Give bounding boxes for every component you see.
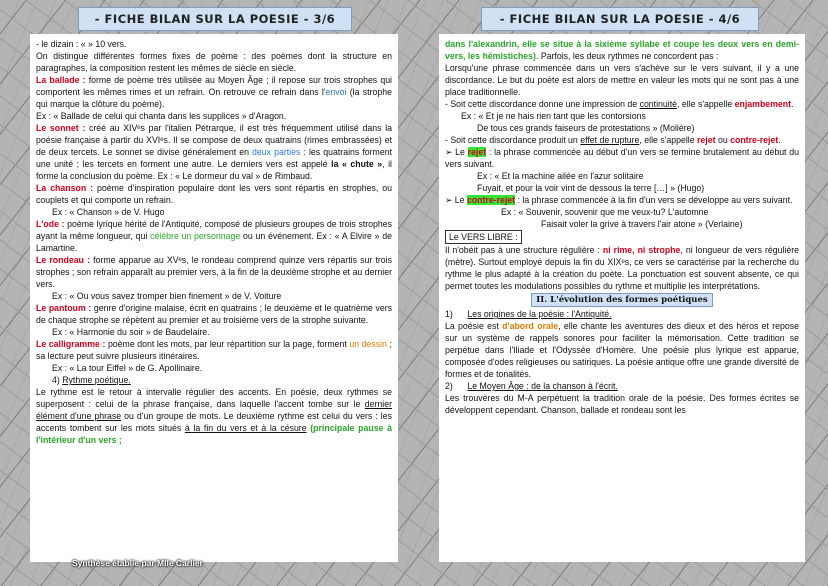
- right-page-banner: - FICHE BILAN SUR LA POESIE - 4/6: [481, 7, 759, 31]
- vers-libre-text-2: , ni longueur de vers régulière (mètre). Surtout employé depuis la fin du XIXᵉs, ce vers se caractérise par la recherche du rythme le plus adapté à la création du poète. La ponctuation est souvent absente, ce qui permet toutes les modulations possibles du rythme et multiplie les interprétations.: [445, 245, 799, 291]
- ballade-text: forme de poème très utilisée au Moyen Âge ; il repose sur trois strophes qui comportent les mêmes rimes et un refrain. On retrouve ce refrain dans l': [36, 75, 393, 97]
- footer-credit: Synthèse établie par Mlle Carlier: [72, 558, 203, 568]
- rejet-definition: [445, 146, 799, 170]
- calligramme-term: Le calligramme :: [36, 339, 106, 349]
- contre-rejet-definition: [445, 194, 799, 206]
- ode-green: célèbre un personnage: [150, 231, 241, 241]
- rythme-text-2: ou d'un groupe de mots. Le deuxième rythme est celui du vers : les accents tombent sur les mots situés: [36, 411, 392, 433]
- calligramme-example: Ex : « La tour Eiffel » de G. Apollinaire.: [52, 363, 203, 373]
- pantoum-example: Ex : « Harmonie du soir » de Baudelaire.: [52, 327, 210, 337]
- rondeau-paragraph: [36, 254, 392, 290]
- pantoum-term: Le pantoum :: [36, 303, 92, 313]
- envoi-term: envoi: [325, 87, 347, 97]
- section-2-title: II. L'évolution des formes poétiques: [531, 293, 713, 307]
- ode-term: L'ode :: [36, 219, 65, 229]
- vers-libre-heading: [445, 230, 799, 244]
- left-page-banner: - FICHE BILAN SUR LA POESIE - 3/6: [78, 7, 352, 31]
- discordance-paragraph: Lorsqu'une phrase commencée dans un vers s'achève sur le vers suivant, il y a une discordance. Le but du poète est alors de mettre en valeur les mots qui ne sont pas à une place traditionnelle.: [445, 63, 799, 97]
- calligramme-text-2: ; sa lecture peut suivre plusieurs itinéraires.: [36, 339, 392, 361]
- antiquite-title: Les origines de la poésie : l'Antiquité.: [467, 309, 612, 319]
- hugo-example-1: Ex : « Et la machine ailée en l'azur solitaire: [477, 171, 644, 181]
- right-page: [439, 34, 805, 562]
- left-page: [30, 34, 398, 562]
- ballade-example: Ex : « Ballade de celui qui chanta dans les supplices » d'Aragon.: [36, 111, 287, 121]
- rythme-heading: [36, 374, 392, 386]
- rondeau-term: Le rondeau :: [36, 255, 90, 265]
- antiquite-text: La poésie est: [445, 321, 503, 331]
- rejet-bullet: ➢ Le: [445, 147, 468, 157]
- chanson-text: poème d'inspiration populaire dont les vers sont répartis en strophes, ou couplets et qui comporte un refrain.: [36, 183, 392, 205]
- vers-libre-title: Le VERS LIBRE :: [445, 230, 522, 244]
- enjambement-text-2: , elle s'appelle: [677, 99, 735, 109]
- enjambement-line: [445, 98, 799, 110]
- ballade-text-end: (la strophe qui marque la clôture du poème).: [36, 87, 392, 109]
- rupture-text-3: ou: [715, 135, 731, 145]
- sonnet-text-3: , il forme la conclusion du poème. Ex : « Le dormeur du val » de Rimbaud.: [36, 159, 392, 181]
- intro-paragraph: On distingue différentes formes fixes de poème : des poèmes dont la structure en paragraphes, la composition restent les mêmes de siècle en siècle.: [36, 51, 392, 73]
- vers-libre-red: ni rime, ni strophe: [602, 245, 681, 255]
- contre-rejet-bullet: ➢ Le: [445, 195, 467, 205]
- rondeau-text: forme apparue au XVᵉs, le rondeau comprend quinze vers répartis sur trois strophes ; son refrain apparaît au premier vers, à la fin de la deuxième strophe et au dernier vers.: [36, 255, 392, 289]
- rupture-text: - Soit cette discordance produit un: [445, 135, 581, 145]
- moyen-age-heading: [445, 380, 799, 392]
- rythme-paragraph: [36, 386, 392, 446]
- sonnet-text-2: : les quatrains forment une unité ; les tercets en forment une autre. Le derniers vers est appelé: [36, 147, 392, 169]
- rythme-underline-2: à la fin du vers et à la césure: [184, 423, 307, 433]
- cesure-green: dans l'alexandrin, elle se situe à la sixième syllabe et coupe les deux vers en demi-vers, les hémistiches): [445, 39, 799, 61]
- pantoum-paragraph: [36, 302, 392, 326]
- moyen-age-paragraph: Les trouvères du M-A perpétuent la tradition orale de la poésie. Des formes écrites se développent cependant. Chanson, ballade et rondeau sont les: [445, 393, 799, 415]
- enjambement-term: enjambement: [734, 99, 792, 109]
- enjambement-text-3: .: [791, 99, 794, 109]
- dizain-line: - le dizain : « » 10 vers.: [36, 39, 127, 49]
- rupture-line: [445, 134, 799, 146]
- rythme-green: (principale pause à l'intérieur d'un vers ;: [36, 423, 392, 445]
- sonnet-paragraph: [36, 122, 392, 182]
- enjambement-text: - Soit cette discordance donne une impression de: [445, 99, 640, 109]
- vers-libre-paragraph: [445, 244, 799, 292]
- contre-rejet-text: : la phrase commencée à la fin d'un vers se développe au vers suivant.: [515, 195, 793, 205]
- antiquite-number: 1): [445, 309, 453, 319]
- antiquite-paragraph: [445, 320, 799, 380]
- sonnet-text: créé au XIVᵉs par l'italien Pétrarque, il est très fréquemment utilisé dans la poésie française à partir du XVIᵉs. Il se compose de deux quatrains (rimes embrassées) et de deux tercets. Le sonnet se divise généralement en: [36, 123, 393, 157]
- antiquite-text-2: , elle chante les aventures des dieux et des héros et repose sur un système de rappels sonores pour faciliter la mémorisation. Cette tradition se perpétue dans l'Iliade et l'Odyssée d'Homère. Une poésie plus lyrique est apparue, composée d'odes religieuses ou satiriques. La poésie antique offre une grande diversité de formes et de tonalités.: [445, 321, 800, 379]
- rupture-term: effet de rupture: [580, 135, 640, 145]
- moliere-example-1: Ex : « Et je ne hais rien tant que les contorsions: [461, 111, 646, 121]
- rupture-text-2: , elle s'appelle: [639, 135, 698, 145]
- antiquite-heading: [445, 308, 799, 320]
- cesure-text: . Parfois, les deux rythmes ne concordent pas :: [535, 51, 719, 61]
- moyen-age-title: Le Moyen Âge : de la chanson à l'écrit.: [467, 381, 618, 391]
- rythme-underline-1: dernier élément d'une phrase: [36, 399, 392, 421]
- moliere-example-2: De tous ces grands faiseurs de protestations » (Molière): [477, 123, 695, 133]
- ballade-paragraph: [36, 74, 392, 110]
- moyen-age-number: 2): [445, 381, 453, 391]
- rythme-text: Le rythme est le retour à intervalle régulier des accents. En poésie, deux rythmes se superposent : celui de la phrase française, dans laquelle l'accent tombe sur le: [36, 387, 392, 409]
- verlaine-example-1: Ex : « Souvenir, souvenir que me veux-tu? L'automne: [501, 207, 709, 217]
- orale-term: d'abord orale: [502, 321, 559, 331]
- vers-libre-text: Il n'obéit pas à une structure régulière :: [445, 245, 603, 255]
- sonnet-parts: deux parties: [252, 147, 301, 157]
- contre-rejet-term: contre-rejet: [730, 135, 779, 145]
- rondeau-example: Ex : « Ou vous savez tromper bien finement » de V. Voiture: [52, 291, 282, 301]
- cesure-paragraph: [445, 38, 799, 62]
- chanson-example: Ex : « Chanson » de V. Hugo: [52, 207, 165, 217]
- continuite-term: continuité: [639, 99, 678, 109]
- sonnet-chute: la « chute »: [331, 159, 383, 169]
- rythme-number: 4): [52, 375, 60, 385]
- ode-paragraph: [36, 218, 392, 254]
- calligramme-paragraph: [36, 338, 392, 362]
- rythme-title: Rythme poétique.: [62, 375, 131, 385]
- ode-text-2: ou un événement. Ex : « A Elvire » de Lamartine.: [36, 231, 393, 253]
- chanson-term: La chanson :: [36, 183, 94, 193]
- sonnet-term: Le sonnet :: [36, 123, 86, 133]
- chanson-paragraph: [36, 182, 392, 206]
- hugo-example-2: Fuyait, et pour la voir vint de dessous la terre […] » (Hugo): [477, 183, 705, 193]
- ballade-term: La ballade :: [36, 75, 86, 85]
- contre-rejet-highlight: contre-rejet: [466, 195, 516, 205]
- verlaine-example-2: Faisait voler la grive à travers l'air atone » (Verlaine): [541, 219, 743, 229]
- rejet-highlight: rejet: [467, 147, 487, 157]
- rejet-text: : la phrase commencée au début d'un vers se termine brutalement au début du vers suivant.: [445, 147, 799, 169]
- pantoum-text: genre d'origine malaise, écrit en quatrains ; le deuxième et le quatrième vers de chaque strophe se répètent au premier et au troisième vers de la strophe suivante.: [36, 303, 392, 325]
- calligramme-text: poème dont les mots, par leur répartition sur la page, forment: [105, 339, 350, 349]
- calligramme-dessin: un dessin: [349, 339, 387, 349]
- rupture-text-4: .: [778, 135, 781, 145]
- rejet-term: rejet: [697, 135, 716, 145]
- ode-text: poème lyrique hérité de l'Antiquité, composé de plusieurs groupes de trois strophes ayant la même longueur, qui: [36, 219, 392, 241]
